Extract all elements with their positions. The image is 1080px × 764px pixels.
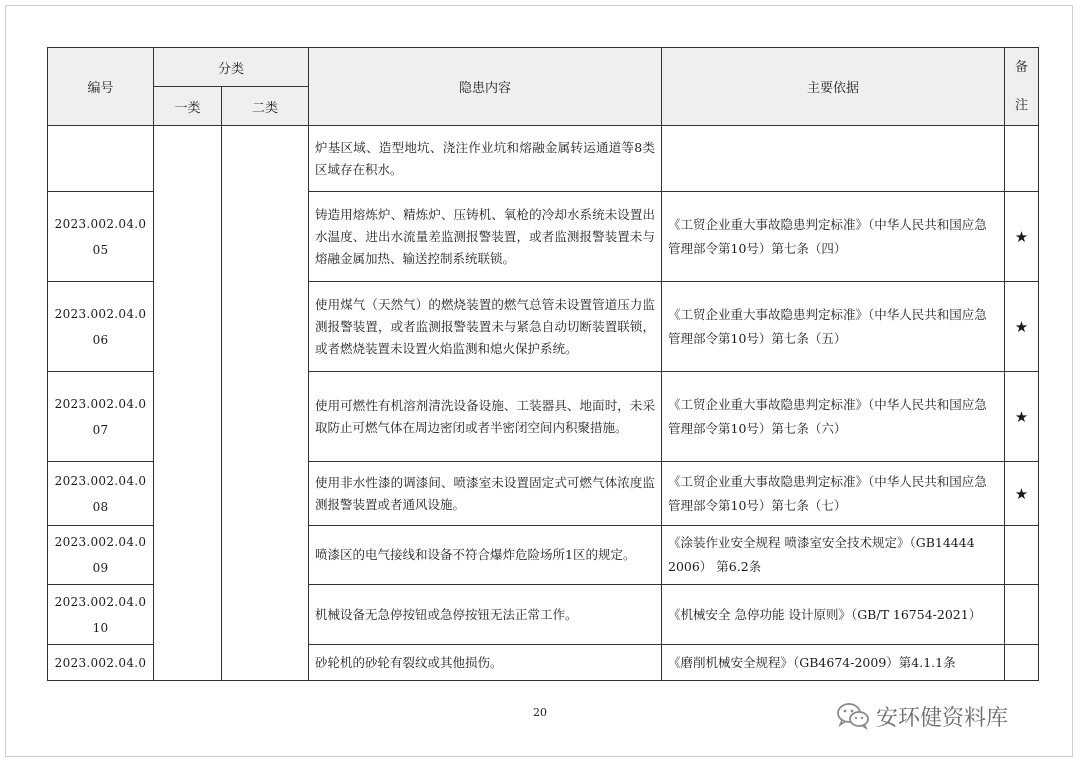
header-note-2: 注 <box>1014 97 1028 113</box>
row-basis: 《工贸企业重大事故隐患判定标准》（中华人民共和国应急管理部令第10号）第七条（七） <box>662 462 1005 526</box>
row-code <box>48 462 154 526</box>
header-cat1: 一类 <box>154 87 222 126</box>
code-line-1: 2023.002.04.0 <box>54 535 147 549</box>
code-line-1: 2023.002.04.0 <box>54 655 147 670</box>
row-content: 机械设备无急停按钮或急停按钮无法正常工作。 <box>309 585 662 645</box>
row-note <box>1005 645 1039 681</box>
page-number: 20 <box>533 706 547 719</box>
row-code <box>48 372 154 462</box>
row-basis: 《磨削机械安全规程》（GB4674-2009）第4.1.1条 <box>662 645 1005 681</box>
row-basis <box>662 126 1005 192</box>
code-line-2: 09 <box>92 561 109 575</box>
hazard-table <box>47 47 1039 681</box>
row-content: 使用非水性漆的调漆间、喷漆室未设置固定式可燃气体浓度监测报警装置或者通风设施。 <box>309 462 662 526</box>
row-code <box>48 585 154 645</box>
row-basis: 《涂装作业安全规程 喷漆室安全技术规定》（GB14444 2006） 第6.2条 <box>662 526 1005 585</box>
watermark-text: 安环健资料库 <box>876 705 1009 731</box>
row-content: 使用煤气（天然气）的燃烧装置的燃气总管未设置管道压力监测报警装置，或者监测报警装置未与紧急自动切断装置联锁，或者燃烧装置未设置火焰监测和熄火保护系统。 <box>309 282 662 372</box>
header-category: 分类 <box>154 48 309 87</box>
row-code <box>48 192 154 282</box>
code-line-1: 2023.002.04.0 <box>54 396 147 411</box>
table-row <box>48 126 1039 192</box>
code-line-2: 05 <box>92 242 109 257</box>
code-line-1: 2023.002.04.0 <box>54 473 147 488</box>
row-basis: 《工贸企业重大事故隐患判定标准》（中华人民共和国应急管理部令第10号）第七条（五） <box>662 282 1005 372</box>
row-content: 炉基区域、造型地坑、浇注作业坑和熔融金属转运通道等8类区域存在积水。 <box>309 126 662 192</box>
watermark <box>836 698 1008 734</box>
star-icon: ★ <box>1005 192 1039 282</box>
row-basis: 《机械安全 急停功能 设计原则》（GB/T 16754-2021） <box>662 585 1005 645</box>
row-note <box>1005 585 1039 645</box>
code-line-2: 06 <box>92 332 109 347</box>
row-code <box>48 126 154 192</box>
header-code: 编号 <box>48 48 154 126</box>
row-code <box>48 282 154 372</box>
row-basis: 《工贸企业重大事故隐患判定标准》（中华人民共和国应急管理部令第10号）第七条（六） <box>662 372 1005 462</box>
header-cat2: 二类 <box>222 87 309 126</box>
code-line-1: 2023.002.04.0 <box>54 216 147 231</box>
cat1-cell <box>154 126 222 681</box>
star-icon: ★ <box>1005 372 1039 462</box>
header-basis: 主要依据 <box>662 48 1005 126</box>
row-basis: 《工贸企业重大事故隐患判定标准》（中华人民共和国应急管理部令第10号）第七条（四） <box>662 192 1005 282</box>
code-line-1: 2023.002.04.0 <box>54 594 147 609</box>
row-note <box>1005 126 1039 192</box>
star-icon: ★ <box>1005 282 1039 372</box>
header-content: 隐患内容 <box>309 48 662 126</box>
row-content: 砂轮机的砂轮有裂纹或其他损伤。 <box>309 645 662 681</box>
cat2-cell <box>222 126 309 681</box>
header-note <box>1005 48 1039 126</box>
code-line-2: 10 <box>92 620 109 635</box>
wechat-icon <box>836 702 870 730</box>
row-content: 铸造用熔炼炉、精炼炉、压铸机、氧枪的冷却水系统未设置出水温度、进出水流量差监测报警装置，或者监测报警装置未与熔融金属加热、输送控制系统联锁。 <box>309 192 662 282</box>
code-line-2: 07 <box>92 422 109 437</box>
code-line-1: 2023.002.04.0 <box>54 306 147 321</box>
header-note-1: 备 <box>1014 59 1028 75</box>
star-icon: ★ <box>1005 462 1039 526</box>
row-note <box>1005 526 1039 585</box>
code-line-2: 08 <box>92 499 109 514</box>
row-content: 使用可燃性有机溶剂清洗设备设施、工装器具、地面时，未采取防止可燃气体在周边密闭或者半密闭空间内积聚措施。 <box>309 372 662 462</box>
row-code <box>48 526 154 585</box>
row-content: 喷漆区的电气接线和设备不符合爆炸危险场所1区的规定。 <box>309 526 662 585</box>
row-code <box>48 645 154 681</box>
